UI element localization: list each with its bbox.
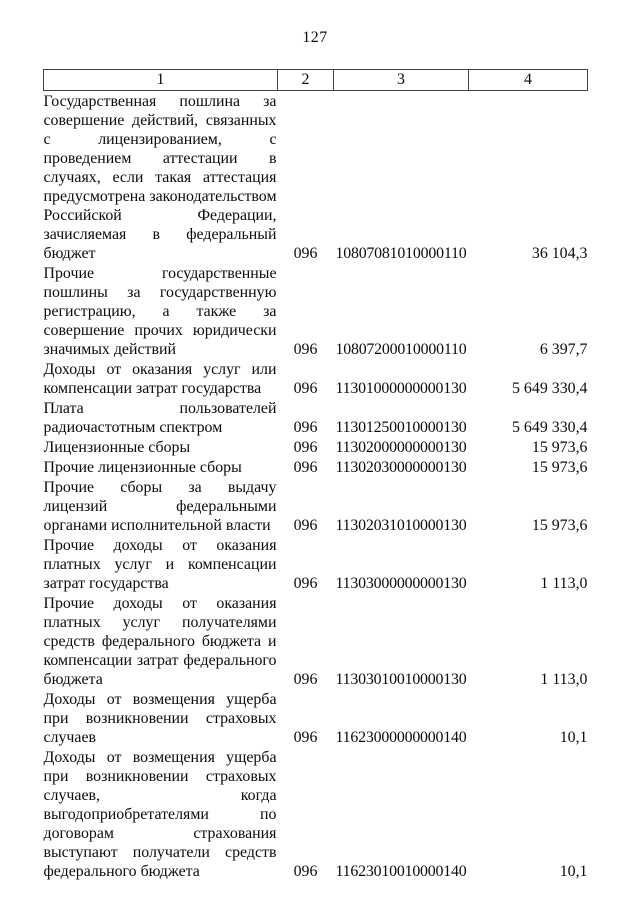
row-amount: 36 104,3 bbox=[531, 245, 588, 262]
row-budget-code: 11623000000000140 bbox=[335, 729, 467, 746]
table-row bbox=[44, 535, 588, 593]
row-admin-code: 096 bbox=[293, 341, 318, 358]
row-amount: 15 973,6 bbox=[531, 439, 588, 456]
row-revenue-name: Государственная пошлина за совершение действий, связанных с лицензированием, с проведением аттестации в случаях, если такая аттестация предусмотрена законодательством Российской Федерации, зачисляемая в федеральный бюджет bbox=[43, 93, 277, 262]
row-budget-code: 11303000000000130 bbox=[335, 575, 467, 592]
row-admin-code: 096 bbox=[293, 671, 318, 688]
row-budget-code: 11303010010000130 bbox=[335, 671, 467, 688]
table-row bbox=[44, 437, 588, 457]
row-revenue-name: Прочие доходы от оказания платных услуг получателями средств федерального бюджета и компенсации затрат федерального бюджета bbox=[43, 595, 277, 688]
row-admin-code: 096 bbox=[293, 439, 318, 456]
row-budget-code: 11301000000000130 bbox=[335, 380, 467, 397]
row-revenue-name: Плата пользователей радиочастотным спектром bbox=[43, 400, 277, 436]
revenue-table bbox=[43, 69, 588, 881]
row-amount: 1 113,0 bbox=[540, 575, 588, 592]
table-row bbox=[44, 593, 588, 689]
row-amount: 15 973,6 bbox=[531, 517, 588, 534]
header-col-4: 4 bbox=[469, 70, 588, 91]
table-row bbox=[44, 477, 588, 535]
row-admin-code: 096 bbox=[293, 419, 318, 436]
row-admin-code: 096 bbox=[293, 575, 318, 592]
row-revenue-name: Прочие сборы за выдачу лицензий федеральными органами исполнительной власти bbox=[43, 479, 277, 534]
row-amount: 15 973,6 bbox=[531, 459, 588, 476]
header-col-1: 1 bbox=[44, 70, 278, 91]
row-revenue-name: Прочие доходы от оказания платных услуг и компенсации затрат государства bbox=[43, 537, 277, 592]
row-budget-code: 11623010010000140 bbox=[335, 863, 467, 880]
table-header-row bbox=[44, 70, 588, 91]
row-admin-code: 096 bbox=[293, 245, 318, 262]
table-row bbox=[44, 689, 588, 747]
row-admin-code: 096 bbox=[293, 729, 318, 746]
table-row bbox=[44, 263, 588, 359]
row-revenue-name: Доходы от возмещения ущерба при возникновении страховых случаев, когда выгодоприобретателями по договорам страхования выступают получатели средств федерального бюджета bbox=[43, 749, 277, 880]
table-row bbox=[44, 747, 588, 881]
header-col-2: 2 bbox=[278, 70, 334, 91]
row-amount: 5 649 330,4 bbox=[512, 380, 588, 397]
row-budget-code: 10807081010000110 bbox=[335, 245, 467, 262]
table-row bbox=[44, 359, 588, 398]
row-budget-code: 11302031010000130 bbox=[335, 517, 467, 534]
row-admin-code: 096 bbox=[293, 459, 318, 476]
row-amount: 1 113,0 bbox=[540, 671, 588, 688]
row-budget-code: 11301250010000130 bbox=[335, 419, 467, 436]
row-admin-code: 096 bbox=[293, 380, 318, 397]
row-budget-code: 11302030000000130 bbox=[335, 459, 467, 476]
row-amount: 10,1 bbox=[559, 863, 588, 880]
row-admin-code: 096 bbox=[293, 863, 318, 880]
row-revenue-name: Доходы от оказания услуг или компенсации затрат государства bbox=[43, 361, 277, 397]
row-amount: 6 397,7 bbox=[539, 341, 588, 358]
row-revenue-name: Прочие лицензионные сборы bbox=[43, 459, 242, 476]
page-number: 127 bbox=[302, 29, 328, 46]
row-revenue-name: Прочие государственные пошлины за государственную регистрацию, а также за совершение прочих юридически значимых действий bbox=[43, 265, 277, 358]
table-body bbox=[44, 91, 588, 882]
row-revenue-name: Доходы от возмещения ущерба при возникновении страховых случаев bbox=[43, 691, 277, 746]
row-amount: 5 649 330,4 bbox=[512, 419, 588, 436]
row-budget-code: 10807200010000110 bbox=[335, 341, 467, 358]
table-row bbox=[44, 457, 588, 477]
table-row bbox=[44, 398, 588, 437]
row-admin-code: 096 bbox=[293, 517, 318, 534]
row-budget-code: 11302000000000130 bbox=[335, 439, 467, 456]
row-amount: 10,1 bbox=[559, 729, 588, 746]
header-col-3: 3 bbox=[334, 70, 469, 91]
table-row bbox=[44, 91, 588, 264]
row-revenue-name: Лицензионные сборы bbox=[43, 439, 191, 456]
